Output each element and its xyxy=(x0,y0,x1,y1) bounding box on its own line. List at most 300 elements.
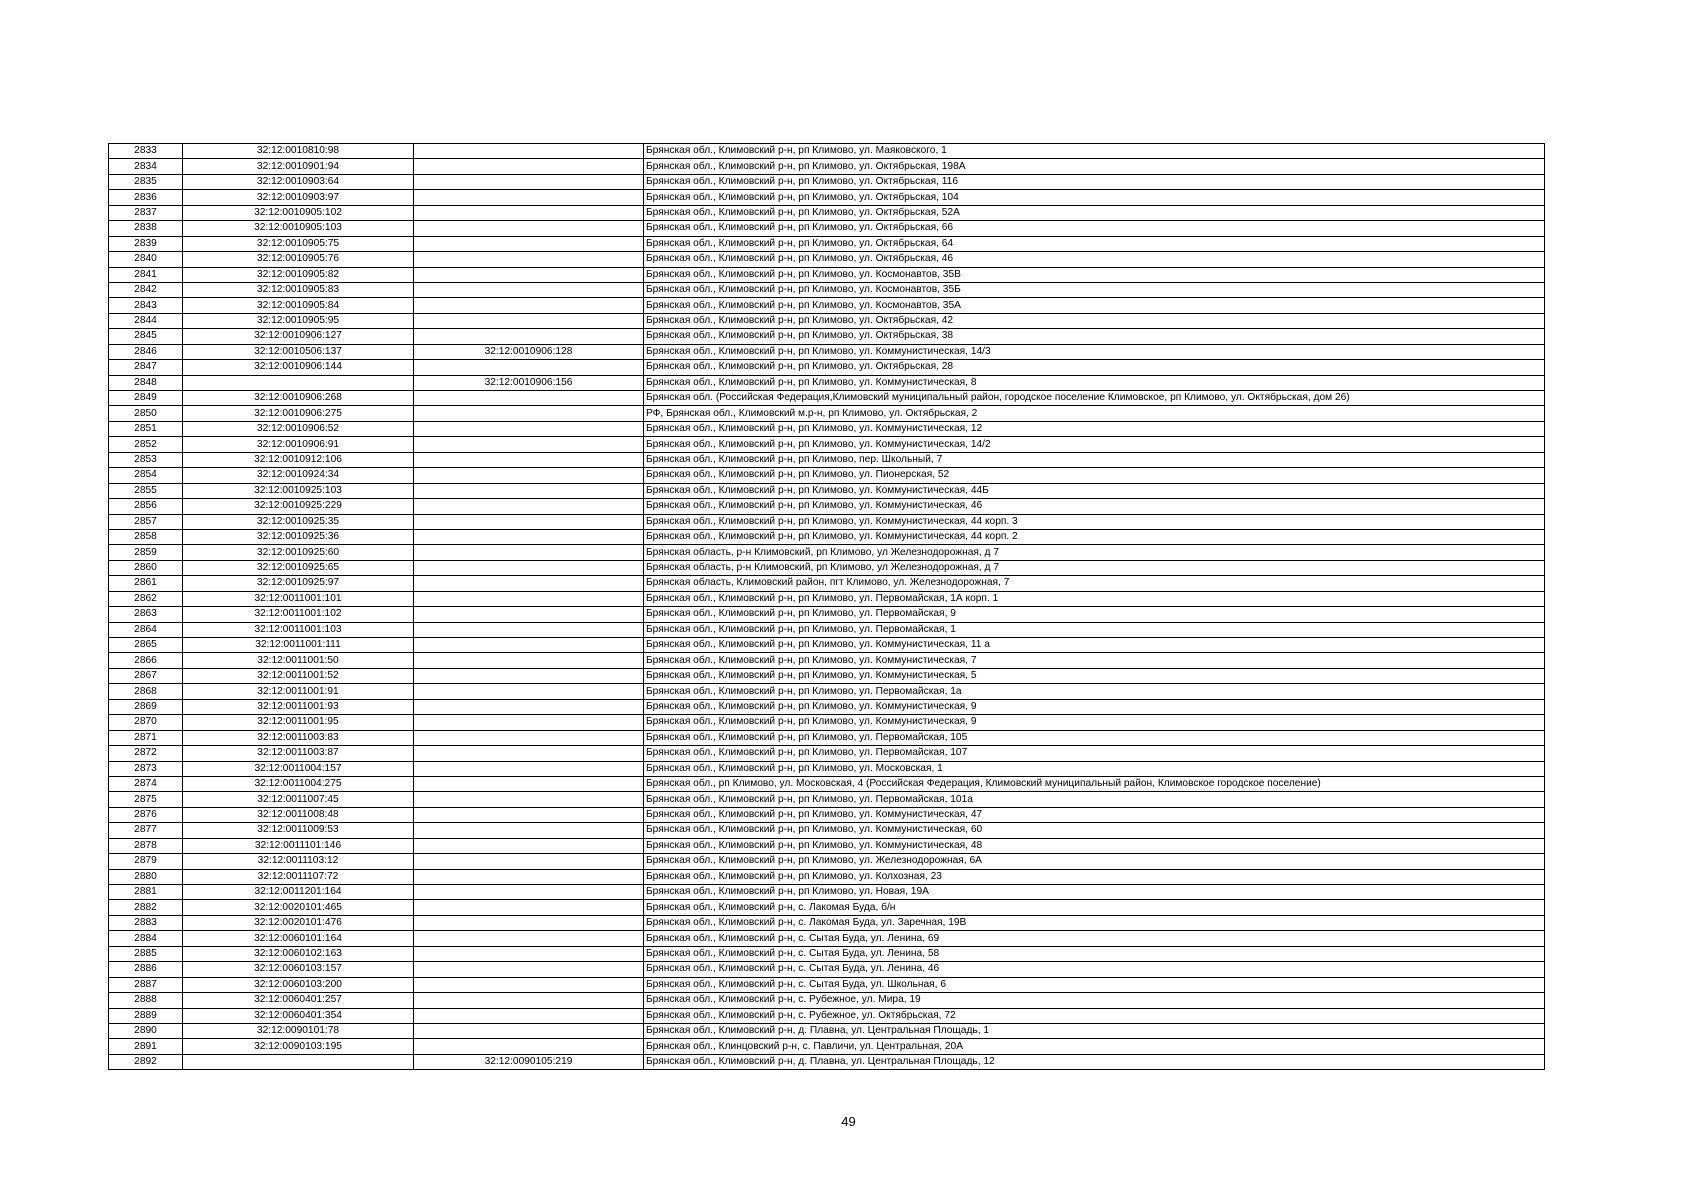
table-row xyxy=(109,560,1545,575)
cadastral-number-cell: 32:12:0011001:91 xyxy=(183,684,414,699)
row-number-cell: 2890 xyxy=(109,1023,183,1038)
address-cell: Брянская обл., Климовский р-н, рп Климово, ул. Октябрьская, 46 xyxy=(644,252,1545,267)
table-row xyxy=(109,854,1545,869)
cadastral-number-cell: 32:12:0011001:93 xyxy=(183,699,414,714)
previous-cadastral-number-cell xyxy=(414,993,644,1008)
table-row xyxy=(109,715,1545,730)
address-cell: Брянская обл., Климовский р-н, рп Климово, ул. Первомайская, 105 xyxy=(644,730,1545,745)
cadastral-number-cell: 32:12:0011008:48 xyxy=(183,807,414,822)
previous-cadastral-number-cell xyxy=(414,591,644,606)
table-row xyxy=(109,931,1545,946)
table-row xyxy=(109,298,1545,313)
cadastral-number-cell: 32:12:0011004:157 xyxy=(183,761,414,776)
row-number-cell: 2860 xyxy=(109,560,183,575)
previous-cadastral-number-cell xyxy=(414,823,644,838)
row-number-cell: 2833 xyxy=(109,144,183,159)
address-cell: Брянская обл., Климовский р-н, рп Климово, ул. Октябрьская, 52А xyxy=(644,205,1545,220)
table-row xyxy=(109,684,1545,699)
row-number-cell: 2866 xyxy=(109,653,183,668)
table-row xyxy=(109,622,1545,637)
row-number-cell: 2861 xyxy=(109,576,183,591)
cadastral-number-cell: 32:12:0011001:101 xyxy=(183,591,414,606)
previous-cadastral-number-cell xyxy=(414,730,644,745)
previous-cadastral-number-cell xyxy=(414,529,644,544)
address-cell: Брянская обл., Климовский р-н, с. Сытая Буда, ул. Школьная, 6 xyxy=(644,977,1545,992)
address-cell: Брянская обл., Климовский р-н, рп Климово, ул. Московская, 1 xyxy=(644,761,1545,776)
row-number-cell: 2848 xyxy=(109,375,183,390)
cadastral-number-cell: 32:12:0011007:45 xyxy=(183,792,414,807)
cadastral-number-cell: 32:12:0010901:94 xyxy=(183,159,414,174)
table-row xyxy=(109,776,1545,791)
cadastral-number-cell: 32:12:0011201:164 xyxy=(183,885,414,900)
cadastral-number-cell: 32:12:0010906:144 xyxy=(183,360,414,375)
table-row xyxy=(109,375,1545,390)
cadastral-number-cell: 32:12:0090103:195 xyxy=(183,1039,414,1054)
previous-cadastral-number-cell xyxy=(414,946,644,961)
address-cell: Брянская обл., Климовский р-н, рп Климово, ул. Октябрьская, 64 xyxy=(644,236,1545,251)
previous-cadastral-number-cell xyxy=(414,391,644,406)
previous-cadastral-number-cell xyxy=(414,267,644,282)
address-cell: Брянская обл., Климовский р-н, рп Климово, ул. Первомайская, 1 xyxy=(644,622,1545,637)
address-cell: Брянская обл., Климовский р-н, рп Климово, ул. Коммунистическая, 44 корп. 3 xyxy=(644,514,1545,529)
address-cell: Брянская обл., Климовский р-н, рп Климово, ул. Коммунистическая, 47 xyxy=(644,807,1545,822)
cadastral-number-cell: 32:12:0010924:34 xyxy=(183,468,414,483)
cadastral-number-cell: 32:12:0010905:75 xyxy=(183,236,414,251)
cadastral-number-cell: 32:12:0010905:95 xyxy=(183,313,414,328)
row-number-cell: 2839 xyxy=(109,236,183,251)
previous-cadastral-number-cell xyxy=(414,792,644,807)
cadastral-number-cell: 32:12:0010925:103 xyxy=(183,483,414,498)
table-row xyxy=(109,437,1545,452)
cadastral-number-cell: 32:12:0010925:229 xyxy=(183,499,414,514)
previous-cadastral-number-cell xyxy=(414,776,644,791)
cadastral-number-cell: 32:12:0060101:164 xyxy=(183,931,414,946)
row-number-cell: 2845 xyxy=(109,329,183,344)
table-row xyxy=(109,900,1545,915)
row-number-cell: 2874 xyxy=(109,776,183,791)
property-table xyxy=(108,143,1545,1070)
address-cell: Брянская область, Климовский район, пгт Климово, ул. Железнодорожная, 7 xyxy=(644,576,1545,591)
row-number-cell: 2846 xyxy=(109,344,183,359)
cadastral-number-cell: 32:12:0010906:52 xyxy=(183,421,414,436)
previous-cadastral-number-cell xyxy=(414,653,644,668)
table-row xyxy=(109,483,1545,498)
table-row xyxy=(109,205,1545,220)
row-number-cell: 2870 xyxy=(109,715,183,730)
table-row xyxy=(109,406,1545,421)
cadastral-number-cell: 32:12:0010925:35 xyxy=(183,514,414,529)
table-row xyxy=(109,267,1545,282)
row-number-cell: 2851 xyxy=(109,421,183,436)
cadastral-number-cell: 32:12:0010905:82 xyxy=(183,267,414,282)
row-number-cell: 2877 xyxy=(109,823,183,838)
row-number-cell: 2841 xyxy=(109,267,183,282)
address-cell: Брянская обл., Климовский р-н, рп Климово, ул. Первомайская, 107 xyxy=(644,746,1545,761)
address-cell: Брянская обл., Климовский р-н, рп Климово, ул. Коммунистическая, 60 xyxy=(644,823,1545,838)
table-row xyxy=(109,699,1545,714)
address-cell: Брянская обл., Климовский р-н, рп Климово, ул. Первомайская, 1а xyxy=(644,684,1545,699)
cadastral-number-cell: 32:12:0010905:84 xyxy=(183,298,414,313)
address-cell: Брянская обл., Климовский р-н, с. Лакомая Буда, б/н xyxy=(644,900,1545,915)
row-number-cell: 2885 xyxy=(109,946,183,961)
table-row xyxy=(109,144,1545,159)
address-cell: Брянская обл., Климовский р-н, рп Климово, ул. Октябрьская, 66 xyxy=(644,221,1545,236)
address-cell: Брянская обл., Клинцовский р-н, с. Павличи, ул. Центральная, 20А xyxy=(644,1039,1545,1054)
table-row xyxy=(109,499,1545,514)
address-cell: Брянская обл., Климовский р-н, рп Климово, ул. Маяковского, 1 xyxy=(644,144,1545,159)
previous-cadastral-number-cell xyxy=(414,962,644,977)
address-cell: Брянская обл., Климовский р-н, рп Климово, ул. Октябрьская, 42 xyxy=(644,313,1545,328)
previous-cadastral-number-cell xyxy=(414,668,644,683)
row-number-cell: 2888 xyxy=(109,993,183,1008)
address-cell: Брянская обл., Климовский р-н, с. Рубежное, ул. Октябрьская, 72 xyxy=(644,1008,1545,1023)
row-number-cell: 2853 xyxy=(109,452,183,467)
page-number: 49 xyxy=(841,1114,856,1129)
cadastral-number-cell: 32:12:0010903:64 xyxy=(183,174,414,189)
previous-cadastral-number-cell xyxy=(414,607,644,622)
table-row xyxy=(109,962,1545,977)
row-number-cell: 2852 xyxy=(109,437,183,452)
address-cell: Брянская обл., Климовский р-н, рп Климово, ул. Коммунистическая, 48 xyxy=(644,838,1545,853)
cadastral-number-cell: 32:12:0010925:97 xyxy=(183,576,414,591)
previous-cadastral-number-cell xyxy=(414,699,644,714)
row-number-cell: 2879 xyxy=(109,854,183,869)
previous-cadastral-number-cell xyxy=(414,468,644,483)
address-cell: Брянская обл., Климовский р-н, с. Сытая Буда, ул. Ленина, 46 xyxy=(644,962,1545,977)
address-cell: Брянская обл., Климовский р-н, рп Климово, ул. Коммунистическая, 44 корп. 2 xyxy=(644,529,1545,544)
address-cell: Брянская обл., Климовский р-н, рп Климово, ул. Первомайская, 9 xyxy=(644,607,1545,622)
previous-cadastral-number-cell xyxy=(414,885,644,900)
previous-cadastral-number-cell xyxy=(414,421,644,436)
row-number-cell: 2863 xyxy=(109,607,183,622)
previous-cadastral-number-cell xyxy=(414,282,644,297)
row-number-cell: 2856 xyxy=(109,499,183,514)
table-row xyxy=(109,653,1545,668)
cadastral-number-cell: 32:12:0010905:83 xyxy=(183,282,414,297)
cadastral-number-cell: 32:12:0060401:257 xyxy=(183,993,414,1008)
address-cell: Брянская обл., Климовский р-н, рп Климово, ул. Октябрьская, 38 xyxy=(644,329,1545,344)
address-cell: Брянская область, р-н Климовский, рп Климово, ул Железнодорожная, д 7 xyxy=(644,560,1545,575)
table-row xyxy=(109,360,1545,375)
address-cell: Брянская обл., Климовский р-н, рп Климово, ул. Октябрьская, 198А xyxy=(644,159,1545,174)
address-cell: Брянская обл., Климовский р-н, рп Климово, ул. Коммунистическая, 11 а xyxy=(644,638,1545,653)
cadastral-number-cell: 32:12:0060103:200 xyxy=(183,977,414,992)
row-number-cell: 2850 xyxy=(109,406,183,421)
row-number-cell: 2847 xyxy=(109,360,183,375)
address-cell: Брянская обл., Климовский р-н, рп Климово, ул. Пионерская, 52 xyxy=(644,468,1545,483)
row-number-cell: 2887 xyxy=(109,977,183,992)
cadastral-number-cell: 32:12:0010810:98 xyxy=(183,144,414,159)
previous-cadastral-number-cell xyxy=(414,1039,644,1054)
row-number-cell: 2871 xyxy=(109,730,183,745)
table-row xyxy=(109,1054,1545,1069)
table-row xyxy=(109,977,1545,992)
row-number-cell: 2872 xyxy=(109,746,183,761)
cadastral-number-cell: 32:12:0060102:163 xyxy=(183,946,414,961)
address-cell: Брянская обл., Климовский р-н, с. Сытая Буда, ул. Ленина, 69 xyxy=(644,931,1545,946)
table-row xyxy=(109,792,1545,807)
table-row xyxy=(109,576,1545,591)
previous-cadastral-number-cell xyxy=(414,545,644,560)
table-row xyxy=(109,329,1545,344)
row-number-cell: 2868 xyxy=(109,684,183,699)
row-number-cell: 2864 xyxy=(109,622,183,637)
row-number-cell: 2862 xyxy=(109,591,183,606)
cadastral-number-cell: 32:12:0011001:103 xyxy=(183,622,414,637)
cadastral-number-cell xyxy=(183,1054,414,1069)
cadastral-number-cell: 32:12:0020101:476 xyxy=(183,915,414,930)
previous-cadastral-number-cell xyxy=(414,746,644,761)
row-number-cell: 2884 xyxy=(109,931,183,946)
address-cell: Брянская обл., Климовский р-н, рп Климово, ул. Коммунистическая, 8 xyxy=(644,375,1545,390)
previous-cadastral-number-cell xyxy=(414,205,644,220)
previous-cadastral-number-cell xyxy=(414,452,644,467)
previous-cadastral-number-cell xyxy=(414,1008,644,1023)
address-cell: Брянская обл., Климовский р-н, рп Климово, ул. Коммунистическая, 5 xyxy=(644,668,1545,683)
address-cell: Брянская обл., Климовский р-н, рп Климово, ул. Октябрьская, 104 xyxy=(644,190,1545,205)
address-cell: Брянская обл., Климовский р-н, рп Климово, ул. Космонавтов, 35Б xyxy=(644,282,1545,297)
table-row xyxy=(109,761,1545,776)
table-row xyxy=(109,282,1545,297)
row-number-cell: 2886 xyxy=(109,962,183,977)
cadastral-number-cell: 32:12:0011001:95 xyxy=(183,715,414,730)
table-row xyxy=(109,159,1545,174)
table-row xyxy=(109,452,1545,467)
cadastral-number-cell: 32:12:0011001:102 xyxy=(183,607,414,622)
table-row xyxy=(109,1023,1545,1038)
table-row xyxy=(109,946,1545,961)
address-cell: Брянская обл., Климовский р-н, д. Плавна, ул. Центральная Площадь, 12 xyxy=(644,1054,1545,1069)
table-row xyxy=(109,607,1545,622)
row-number-cell: 2880 xyxy=(109,869,183,884)
row-number-cell: 2855 xyxy=(109,483,183,498)
previous-cadastral-number-cell xyxy=(414,684,644,699)
previous-cadastral-number-cell xyxy=(414,854,644,869)
address-cell: Брянская обл., Климовский р-н, рп Климово, ул. Коммунистическая, 14/3 xyxy=(644,344,1545,359)
table-body xyxy=(109,144,1545,1070)
cadastral-number-cell: 32:12:0010906:268 xyxy=(183,391,414,406)
table-row xyxy=(109,313,1545,328)
previous-cadastral-number-cell xyxy=(414,437,644,452)
address-cell: Брянская обл., Климовский р-н, рп Климово, ул. Коммунистическая, 44Б xyxy=(644,483,1545,498)
previous-cadastral-number-cell xyxy=(414,190,644,205)
previous-cadastral-number-cell xyxy=(414,174,644,189)
address-cell: Брянская обл., Климовский р-н, с. Рубежное, ул. Мира, 19 xyxy=(644,993,1545,1008)
previous-cadastral-number-cell: 32:12:0090105:219 xyxy=(414,1054,644,1069)
address-cell: Брянская обл., Климовский р-н, рп Климово, ул. Первомайская, 1А корп. 1 xyxy=(644,591,1545,606)
previous-cadastral-number-cell xyxy=(414,483,644,498)
row-number-cell: 2891 xyxy=(109,1039,183,1054)
row-number-cell: 2838 xyxy=(109,221,183,236)
previous-cadastral-number-cell xyxy=(414,499,644,514)
cadastral-number-cell: 32:12:0010905:76 xyxy=(183,252,414,267)
row-number-cell: 2892 xyxy=(109,1054,183,1069)
address-cell: Брянская обл., Климовский р-н, рп Климово, ул. Коммунистическая, 9 xyxy=(644,715,1545,730)
table-row xyxy=(109,838,1545,853)
row-number-cell: 2867 xyxy=(109,668,183,683)
cadastral-number-cell: 32:12:0010925:36 xyxy=(183,529,414,544)
row-number-cell: 2844 xyxy=(109,313,183,328)
address-cell: Брянская обл., Климовский р-н, рп Климово, ул. Космонавтов, 35А xyxy=(644,298,1545,313)
cadastral-number-cell: 32:12:0010905:103 xyxy=(183,221,414,236)
cadastral-number-cell: 32:12:0010903:97 xyxy=(183,190,414,205)
table-row xyxy=(109,746,1545,761)
table-row xyxy=(109,344,1545,359)
cadastral-number-cell: 32:12:0010906:275 xyxy=(183,406,414,421)
cadastral-number-cell: 32:12:0011001:52 xyxy=(183,668,414,683)
cadastral-number-cell: 32:12:0060401:354 xyxy=(183,1008,414,1023)
table-row xyxy=(109,915,1545,930)
previous-cadastral-number-cell xyxy=(414,329,644,344)
row-number-cell: 2836 xyxy=(109,190,183,205)
previous-cadastral-number-cell xyxy=(414,761,644,776)
address-cell: Брянская область, р-н Климовский, рп Климово, ул Железнодорожная, д 7 xyxy=(644,545,1545,560)
previous-cadastral-number-cell: 32:12:0010906:128 xyxy=(414,344,644,359)
table-row xyxy=(109,252,1545,267)
address-cell: Брянская обл., Климовский р-н, рп Климово, пер. Школьный, 7 xyxy=(644,452,1545,467)
cadastral-number-cell: 32:12:0011004:275 xyxy=(183,776,414,791)
address-cell: Брянская обл., Климовский р-н, рп Климово, ул. Октябрьская, 28 xyxy=(644,360,1545,375)
row-number-cell: 2858 xyxy=(109,529,183,544)
previous-cadastral-number-cell xyxy=(414,313,644,328)
row-number-cell: 2881 xyxy=(109,885,183,900)
address-cell: Брянская обл., Климовский р-н, рп Климово, ул. Колхозная, 23 xyxy=(644,869,1545,884)
row-number-cell: 2883 xyxy=(109,915,183,930)
table-row xyxy=(109,514,1545,529)
previous-cadastral-number-cell xyxy=(414,221,644,236)
address-cell: Брянская обл., Климовский р-н, рп Климово, ул. Коммунистическая, 7 xyxy=(644,653,1545,668)
address-cell: Брянская обл., Климовский р-н, рп Климово, ул. Коммунистическая, 12 xyxy=(644,421,1545,436)
cadastral-number-cell: 32:12:0020101:465 xyxy=(183,900,414,915)
table-row xyxy=(109,174,1545,189)
address-cell: Брянская обл., Климовский р-н, с. Сытая Буда, ул. Ленина, 58 xyxy=(644,946,1545,961)
table-row xyxy=(109,391,1545,406)
table-row xyxy=(109,823,1545,838)
cadastral-number-cell: 32:12:0011001:50 xyxy=(183,653,414,668)
previous-cadastral-number-cell xyxy=(414,144,644,159)
table-row xyxy=(109,869,1545,884)
previous-cadastral-number-cell xyxy=(414,977,644,992)
row-number-cell: 2843 xyxy=(109,298,183,313)
cadastral-number-cell: 32:12:0011107:72 xyxy=(183,869,414,884)
row-number-cell: 2876 xyxy=(109,807,183,822)
previous-cadastral-number-cell xyxy=(414,236,644,251)
address-cell: Брянская обл., Климовский р-н, с. Лакомая Буда, ул. Заречная, 19В xyxy=(644,915,1545,930)
address-cell: Брянская обл., Климовский р-н, рп Климово, ул. Коммунистическая, 46 xyxy=(644,499,1545,514)
row-number-cell: 2849 xyxy=(109,391,183,406)
row-number-cell: 2837 xyxy=(109,205,183,220)
previous-cadastral-number-cell xyxy=(414,838,644,853)
previous-cadastral-number-cell xyxy=(414,622,644,637)
cadastral-number-cell: 32:12:0010506:137 xyxy=(183,344,414,359)
address-cell: Брянская обл., Климовский р-н, рп Климово, ул. Октябрьская, 116 xyxy=(644,174,1545,189)
table-row xyxy=(109,1008,1545,1023)
cadastral-number-cell: 32:12:0011003:87 xyxy=(183,746,414,761)
row-number-cell: 2840 xyxy=(109,252,183,267)
cadastral-number-cell: 32:12:0010905:102 xyxy=(183,205,414,220)
address-cell: Брянская обл. (Российская Федерация,Климовский муниципальный район, городское поселение Климовское, рп Климово, ул. Октябрьская, дом 26) xyxy=(644,391,1545,406)
cadastral-number-cell: 32:12:0011009:53 xyxy=(183,823,414,838)
row-number-cell: 2854 xyxy=(109,468,183,483)
previous-cadastral-number-cell xyxy=(414,360,644,375)
cadastral-number-cell: 32:12:0090101:78 xyxy=(183,1023,414,1038)
previous-cadastral-number-cell xyxy=(414,406,644,421)
cadastral-number-cell: 32:12:0010925:60 xyxy=(183,545,414,560)
cadastral-number-cell: 32:12:0010912:106 xyxy=(183,452,414,467)
previous-cadastral-number-cell xyxy=(414,807,644,822)
row-number-cell: 2842 xyxy=(109,282,183,297)
table-row xyxy=(109,730,1545,745)
row-number-cell: 2857 xyxy=(109,514,183,529)
table-row xyxy=(109,638,1545,653)
address-cell: Брянская обл., рп Климово, ул. Московская, 4 (Российская Федерация, Климовский муниципальный район, Климовское городское поселение) xyxy=(644,776,1545,791)
address-cell: Брянская обл., Климовский р-н, д. Плавна, ул. Центральная Площадь, 1 xyxy=(644,1023,1545,1038)
previous-cadastral-number-cell xyxy=(414,1023,644,1038)
previous-cadastral-number-cell xyxy=(414,252,644,267)
table-row xyxy=(109,190,1545,205)
table-row xyxy=(109,221,1545,236)
address-cell: РФ, Брянская обл., Климовский м.р-н, рп Климово, ул. Октябрьская, 2 xyxy=(644,406,1545,421)
table-row xyxy=(109,545,1545,560)
table-row xyxy=(109,529,1545,544)
table-row xyxy=(109,468,1545,483)
previous-cadastral-number-cell: 32:12:0010906:156 xyxy=(414,375,644,390)
table-row xyxy=(109,885,1545,900)
previous-cadastral-number-cell xyxy=(414,514,644,529)
previous-cadastral-number-cell xyxy=(414,869,644,884)
table-row xyxy=(109,421,1545,436)
address-cell: Брянская обл., Климовский р-н, рп Климово, ул. Железнодорожная, 6А xyxy=(644,854,1545,869)
address-cell: Брянская обл., Климовский р-н, рп Климово, ул. Космонавтов, 35В xyxy=(644,267,1545,282)
row-number-cell: 2865 xyxy=(109,638,183,653)
previous-cadastral-number-cell xyxy=(414,900,644,915)
cadastral-number-cell: 32:12:0010906:127 xyxy=(183,329,414,344)
row-number-cell: 2882 xyxy=(109,900,183,915)
cadastral-number-cell: 32:12:0011103:12 xyxy=(183,854,414,869)
table-row xyxy=(109,1039,1545,1054)
cadastral-number-cell: 32:12:0060103:157 xyxy=(183,962,414,977)
table-row xyxy=(109,993,1545,1008)
previous-cadastral-number-cell xyxy=(414,576,644,591)
cadastral-number-cell: 32:12:0010906:91 xyxy=(183,437,414,452)
previous-cadastral-number-cell xyxy=(414,560,644,575)
row-number-cell: 2875 xyxy=(109,792,183,807)
address-cell: Брянская обл., Климовский р-н, рп Климово, ул. Первомайская, 101а xyxy=(644,792,1545,807)
table-row xyxy=(109,591,1545,606)
row-number-cell: 2873 xyxy=(109,761,183,776)
table-row xyxy=(109,807,1545,822)
previous-cadastral-number-cell xyxy=(414,931,644,946)
address-cell: Брянская обл., Климовский р-н, рп Климово, ул. Коммунистическая, 14/2 xyxy=(644,437,1545,452)
cadastral-number-cell: 32:12:0011001:111 xyxy=(183,638,414,653)
row-number-cell: 2835 xyxy=(109,174,183,189)
row-number-cell: 2859 xyxy=(109,545,183,560)
previous-cadastral-number-cell xyxy=(414,715,644,730)
address-cell: Брянская обл., Климовский р-н, рп Климово, ул. Коммунистическая, 9 xyxy=(644,699,1545,714)
address-cell: Брянская обл., Климовский р-н, рп Климово, ул. Новая, 19А xyxy=(644,885,1545,900)
table-row xyxy=(109,668,1545,683)
row-number-cell: 2878 xyxy=(109,838,183,853)
previous-cadastral-number-cell xyxy=(414,638,644,653)
row-number-cell: 2869 xyxy=(109,699,183,714)
row-number-cell: 2834 xyxy=(109,159,183,174)
cadastral-number-cell: 32:12:0011003:83 xyxy=(183,730,414,745)
previous-cadastral-number-cell xyxy=(414,298,644,313)
previous-cadastral-number-cell xyxy=(414,159,644,174)
cadastral-number-cell: 32:12:0011101:146 xyxy=(183,838,414,853)
previous-cadastral-number-cell xyxy=(414,915,644,930)
cadastral-number-cell xyxy=(183,375,414,390)
